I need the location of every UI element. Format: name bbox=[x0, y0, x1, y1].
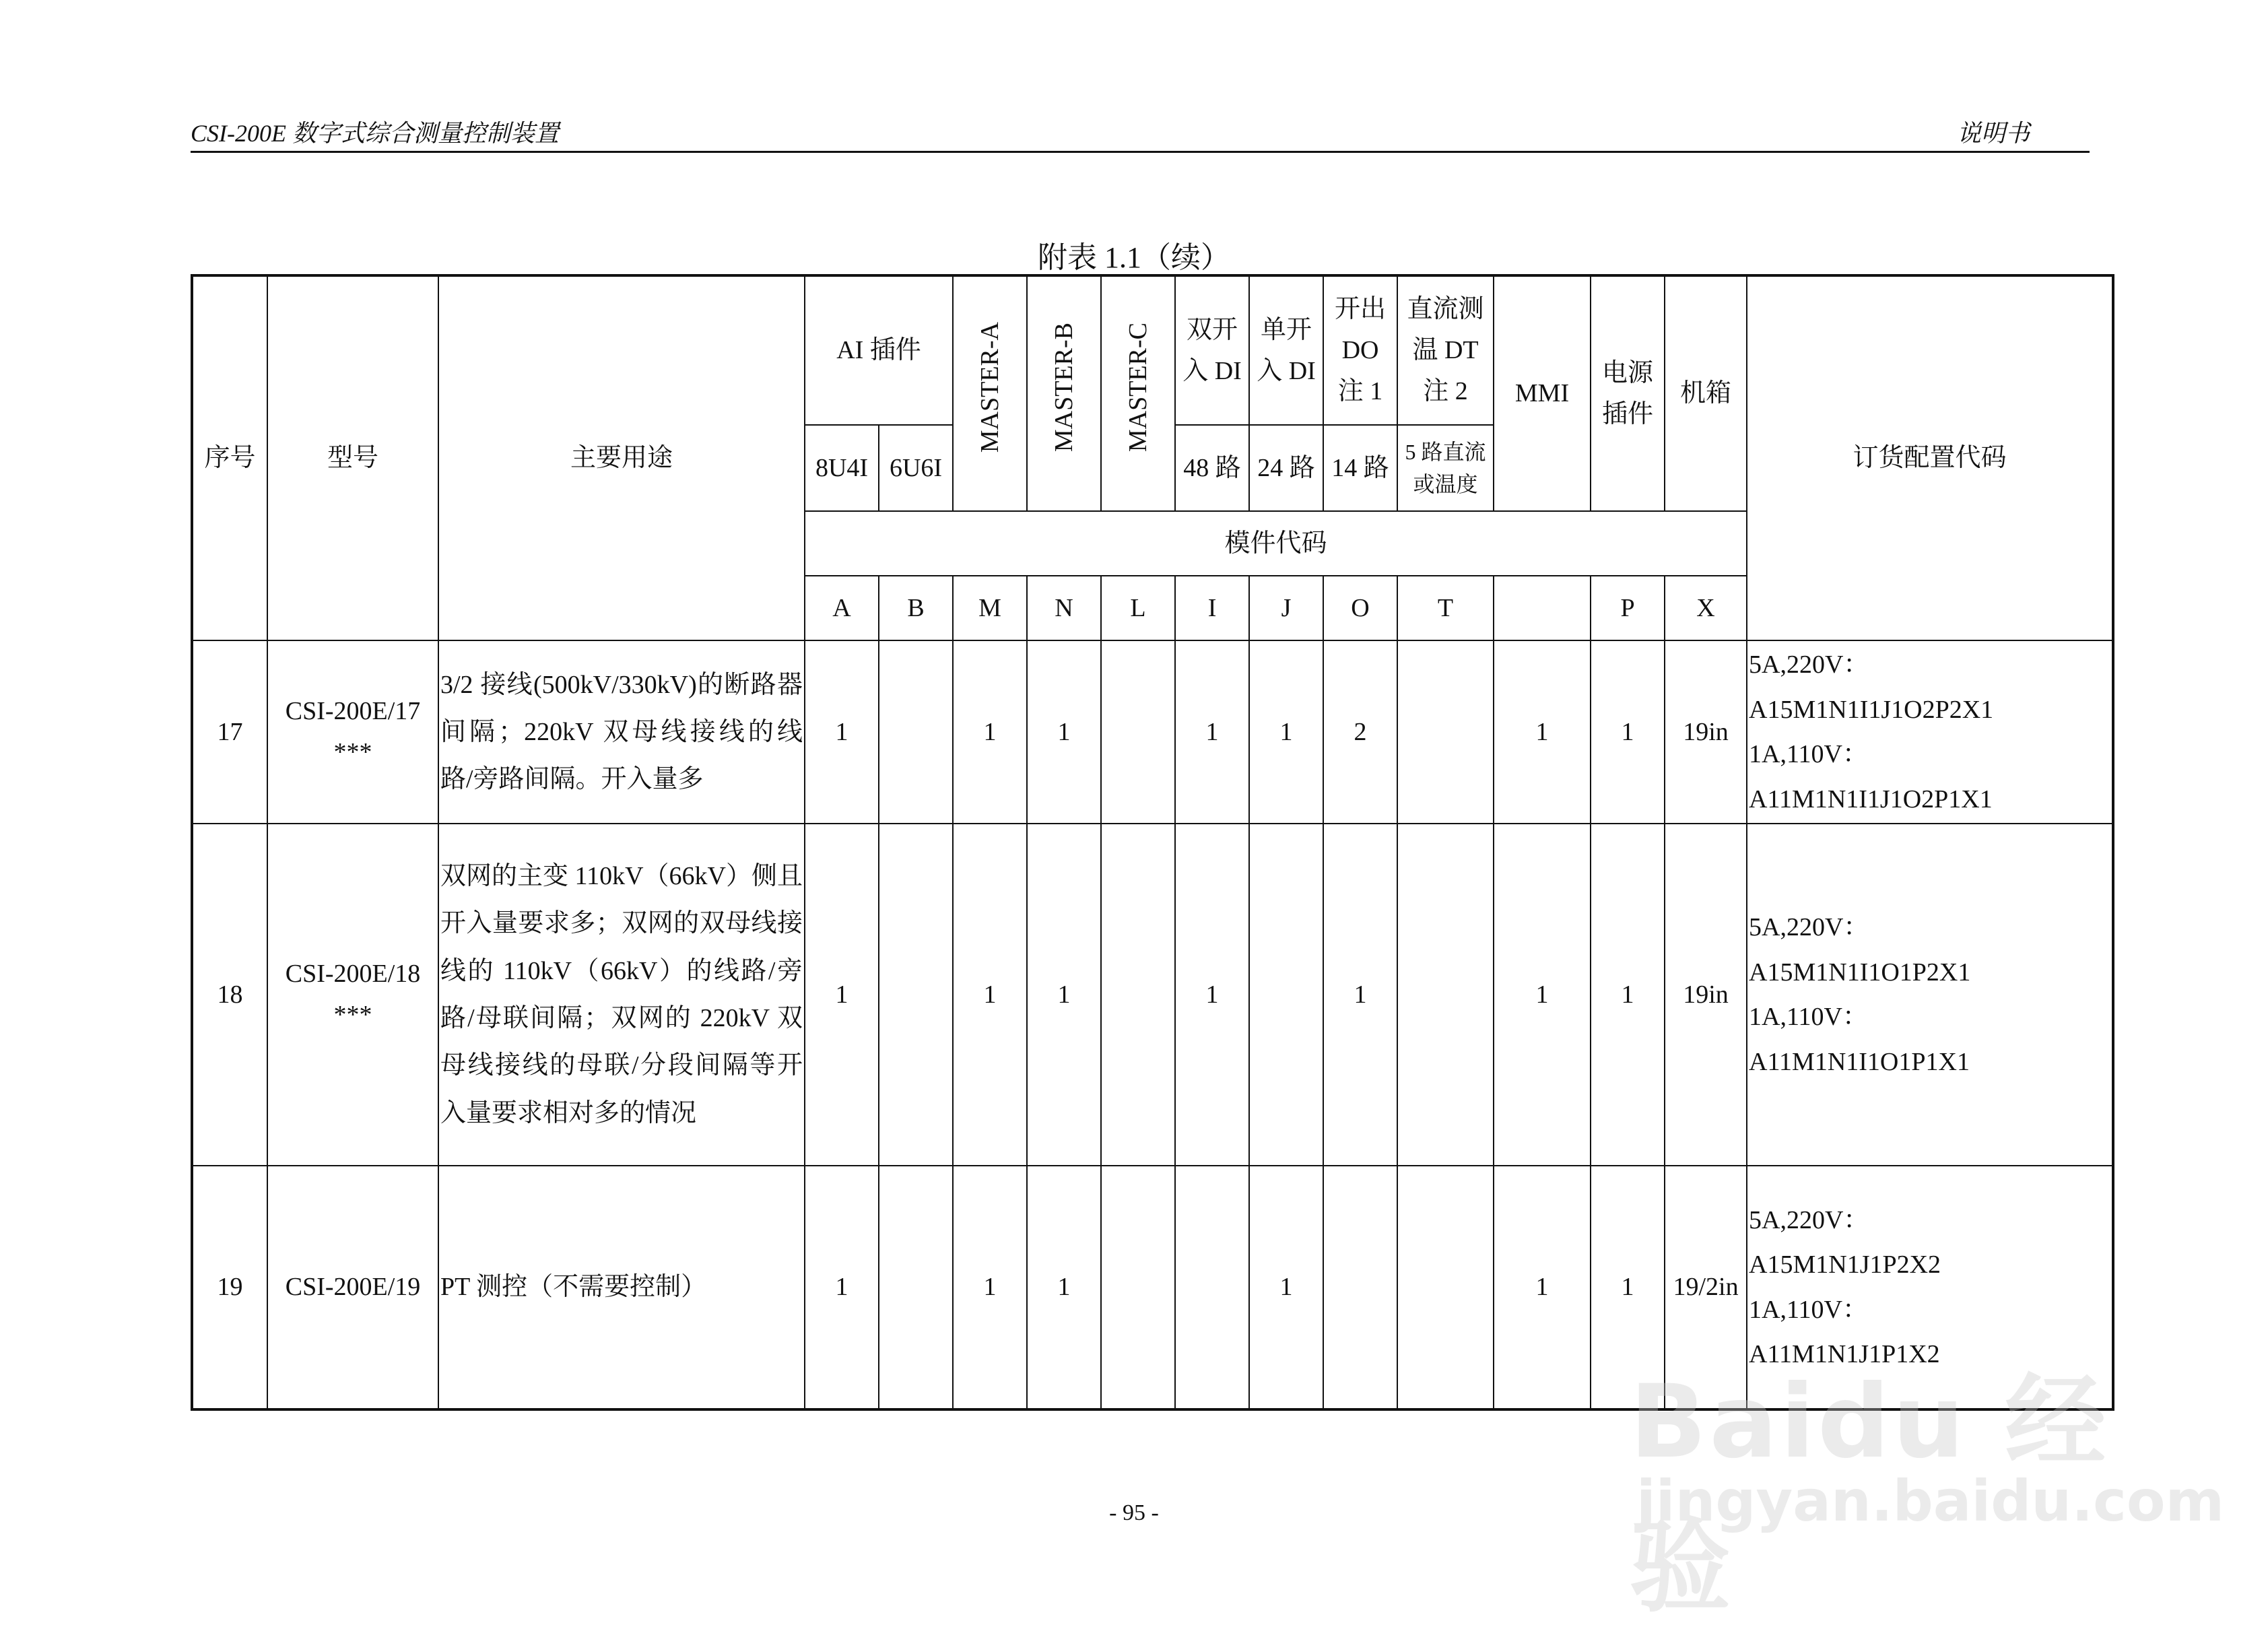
row-a: 1 bbox=[805, 1166, 879, 1409]
row-use: 双网的主变 110kV（66kV）侧且开入量要求多；双网的双母线接线的 110kV（66kV）的线路/旁路/母联间隔；双网的 220kV 双母线接线的母联/分段间隔等开入量要求相对多的情况 bbox=[438, 824, 805, 1166]
col-mmi-header: MMI bbox=[1494, 275, 1591, 511]
dt-label-3: 注 2 bbox=[1423, 376, 1468, 405]
row-t bbox=[1397, 824, 1494, 1166]
row-model-line-1: CSI-200E/17 bbox=[285, 697, 421, 726]
dt-sub-label-1: 5 路直流 bbox=[1405, 440, 1486, 464]
dt-label-2: 温 DT bbox=[1412, 336, 1479, 365]
row-order-line-1: 5A,220V： bbox=[1749, 913, 1869, 941]
di-double-label-2: 入 DI bbox=[1182, 356, 1242, 385]
row-x: 19in bbox=[1665, 640, 1747, 824]
code-x: X bbox=[1665, 576, 1747, 640]
row-order-line-2: A15M1N1I1J1O2P2X1 bbox=[1749, 695, 1994, 724]
col-di-double-header bbox=[1175, 275, 1249, 425]
do-label-3: 注 1 bbox=[1337, 376, 1383, 405]
col-ai-6u6i-header: 6U6I bbox=[879, 425, 953, 511]
row-order-code bbox=[1747, 1166, 2113, 1409]
row-model-line-1: CSI-200E/18 bbox=[285, 960, 421, 989]
col-use-header: 主要用途 bbox=[438, 275, 805, 640]
row-seq: 18 bbox=[192, 824, 267, 1166]
row-b bbox=[879, 640, 953, 824]
row-order-code bbox=[1747, 824, 2113, 1166]
di-single-sub-header: 24 路 bbox=[1249, 425, 1323, 511]
code-p: P bbox=[1591, 576, 1665, 640]
row-model bbox=[267, 824, 438, 1166]
col-do-header bbox=[1323, 275, 1397, 425]
do-label-2: DO bbox=[1341, 336, 1379, 365]
row-l bbox=[1101, 1166, 1175, 1409]
row-i: 1 bbox=[1175, 640, 1249, 824]
table-row bbox=[192, 1166, 2113, 1409]
code-l: L bbox=[1101, 576, 1175, 640]
row-use: PT 测控（不需要控制） bbox=[438, 1166, 805, 1409]
row-order-line-3: 1A,110V： bbox=[1749, 1003, 1868, 1031]
row-order-line-2: A15M1N1J1P2X2 bbox=[1749, 1251, 1941, 1279]
header-rule bbox=[191, 151, 2090, 153]
row-x: 19in bbox=[1665, 824, 1747, 1166]
row-t bbox=[1397, 1166, 1494, 1409]
row-b bbox=[879, 824, 953, 1166]
table-row bbox=[192, 640, 2113, 824]
row-l bbox=[1101, 824, 1175, 1166]
row-mmi: 1 bbox=[1494, 640, 1591, 824]
row-order-line-2: A15M1N1I1O1P2X1 bbox=[1749, 958, 1971, 987]
di-double-sub-header: 48 路 bbox=[1175, 425, 1249, 511]
module-code-header: 模件代码 bbox=[805, 511, 1747, 576]
master-a-label: MASTER-A bbox=[975, 321, 1004, 453]
code-mmi bbox=[1494, 576, 1591, 640]
code-m: M bbox=[953, 576, 1027, 640]
order-config-table bbox=[191, 274, 2114, 1411]
row-mmi: 1 bbox=[1494, 1166, 1591, 1409]
col-order-code-header: 订货配置代码 bbox=[1747, 275, 2113, 640]
row-l bbox=[1101, 640, 1175, 824]
row-j bbox=[1249, 824, 1323, 1166]
row-o: 2 bbox=[1323, 640, 1397, 824]
col-master-c-header bbox=[1101, 275, 1175, 511]
do-label-1: 开出 bbox=[1335, 295, 1387, 324]
power-label-1: 电源 bbox=[1602, 358, 1654, 387]
row-x: 19/2in bbox=[1665, 1166, 1747, 1409]
row-seq: 17 bbox=[192, 640, 267, 824]
row-m: 1 bbox=[953, 1166, 1027, 1409]
col-ai-group-header: AI 插件 bbox=[805, 275, 953, 425]
code-a: A bbox=[805, 576, 879, 640]
watermark-logo-text: Baidu 经验 bbox=[1630, 1364, 2109, 1626]
col-model-header: 型号 bbox=[267, 275, 438, 640]
row-order-line-4: A11M1N1I1J1O2P1X1 bbox=[1749, 785, 1993, 813]
row-p: 1 bbox=[1591, 1166, 1665, 1409]
row-o bbox=[1323, 1166, 1397, 1409]
col-power-header bbox=[1591, 275, 1665, 511]
row-p: 1 bbox=[1591, 640, 1665, 824]
table-caption: 附表 1.1（续） bbox=[1038, 241, 1230, 274]
row-order-line-4: A11M1N1J1P1X2 bbox=[1749, 1340, 1940, 1368]
row-j: 1 bbox=[1249, 1166, 1323, 1409]
col-master-b-header bbox=[1027, 275, 1101, 511]
col-di-single-header bbox=[1249, 275, 1323, 425]
di-single-label-2: 入 DI bbox=[1257, 356, 1316, 385]
dt-label-1: 直流测 bbox=[1407, 295, 1484, 324]
master-c-label: MASTER-C bbox=[1123, 323, 1152, 453]
row-i bbox=[1175, 1166, 1249, 1409]
code-b: B bbox=[879, 576, 953, 640]
row-t bbox=[1397, 640, 1494, 824]
row-o: 1 bbox=[1323, 824, 1397, 1166]
code-o: O bbox=[1323, 576, 1397, 640]
col-dt-header bbox=[1397, 275, 1494, 425]
row-m: 1 bbox=[953, 824, 1027, 1166]
col-master-a-header bbox=[953, 275, 1027, 511]
row-j: 1 bbox=[1249, 640, 1323, 824]
row-model bbox=[267, 640, 438, 824]
code-n: N bbox=[1027, 576, 1101, 640]
do-sub-header: 14 路 bbox=[1323, 425, 1397, 511]
power-label-2: 插件 bbox=[1602, 399, 1654, 428]
row-n: 1 bbox=[1027, 824, 1101, 1166]
row-a: 1 bbox=[805, 640, 879, 824]
watermark-url: jingyan.baidu.com bbox=[1636, 1468, 2225, 1534]
row-model-line-1: CSI-200E/19 bbox=[285, 1273, 421, 1302]
table-row bbox=[192, 824, 2113, 1166]
row-model-line-2: *** bbox=[333, 1001, 372, 1029]
col-ai-8u4i-header: 8U4I bbox=[805, 425, 879, 511]
row-order-line-1: 5A,220V： bbox=[1749, 1205, 1869, 1234]
master-b-label: MASTER-B bbox=[1049, 323, 1078, 453]
header-doc-type: 说明书 bbox=[1956, 120, 2030, 147]
code-i: I bbox=[1175, 576, 1249, 640]
header-title: CSI-200E 数字式综合测量控制装置 bbox=[191, 120, 559, 147]
row-b bbox=[879, 1166, 953, 1409]
row-order-line-4: A11M1N1I1O1P1X1 bbox=[1749, 1047, 1970, 1076]
row-i: 1 bbox=[1175, 824, 1249, 1166]
row-model-line-2: *** bbox=[333, 738, 372, 766]
dt-sub-header bbox=[1397, 425, 1494, 511]
row-use: 3/2 接线(500kV/330kV)的断路器间隔；220kV 双母线接线的线路/旁路间隔。开入量多 bbox=[438, 640, 805, 824]
code-t: T bbox=[1397, 576, 1494, 640]
row-order-line-1: 5A,220V： bbox=[1749, 651, 1869, 679]
di-single-label-1: 单开 bbox=[1261, 315, 1312, 344]
row-order-line-3: 1A,110V： bbox=[1749, 1295, 1868, 1324]
row-seq: 19 bbox=[192, 1166, 267, 1409]
row-p: 1 bbox=[1591, 824, 1665, 1166]
row-n: 1 bbox=[1027, 640, 1101, 824]
dt-sub-label-2: 或温度 bbox=[1413, 472, 1478, 496]
row-order-code bbox=[1747, 640, 2113, 824]
row-model bbox=[267, 1166, 438, 1409]
row-a: 1 bbox=[805, 824, 879, 1166]
row-mmi: 1 bbox=[1494, 824, 1591, 1166]
col-chassis-header: 机箱 bbox=[1665, 275, 1747, 511]
code-j: J bbox=[1249, 576, 1323, 640]
row-m: 1 bbox=[953, 640, 1027, 824]
row-n: 1 bbox=[1027, 1166, 1101, 1409]
di-double-label-1: 双开 bbox=[1187, 315, 1238, 344]
header-row-1 bbox=[192, 275, 2113, 425]
row-order-line-3: 1A,110V： bbox=[1749, 740, 1868, 768]
col-seq-header: 序号 bbox=[192, 275, 267, 640]
page-number: - 95 - bbox=[1109, 1500, 1159, 1525]
